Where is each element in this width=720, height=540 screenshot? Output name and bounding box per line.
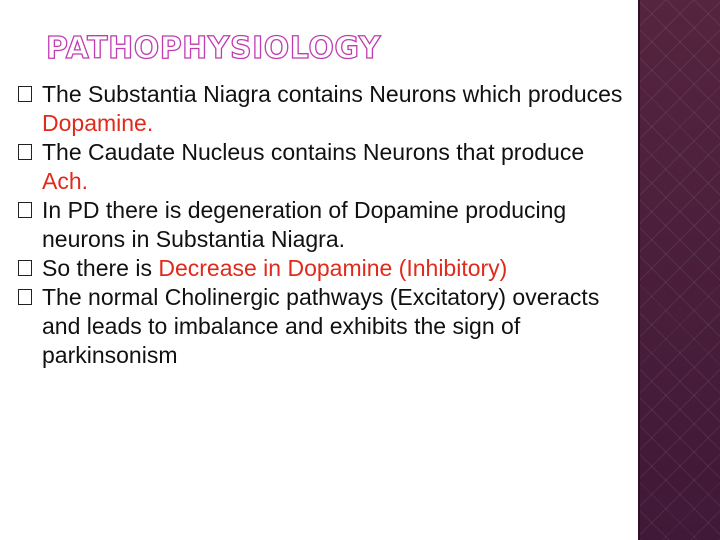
square-bullet-icon [18, 260, 32, 276]
slide-title: PATHOPHYSIOLOGY [46, 31, 382, 66]
bullet-item [18, 283, 633, 370]
bullet-text: The Caudate Nucleus contains Neurons that produce [42, 139, 585, 165]
bullet-item [18, 80, 633, 138]
bullet-list [18, 80, 633, 370]
square-bullet-icon [18, 86, 32, 102]
bullet-highlight: Ach. [42, 168, 89, 194]
square-bullet-icon [18, 289, 32, 305]
bullet-text: So there is [42, 255, 159, 281]
bullet-item [18, 196, 633, 254]
bullet-highlight: Decrease in Dopamine (Inhibitory) [158, 255, 508, 281]
decorative-side-panel [640, 0, 720, 540]
bullet-text: In PD there is degeneration of Dopamine producing neurons in Substantia Niagra. [42, 197, 567, 252]
bullet-highlight: Dopamine. [42, 110, 154, 136]
square-bullet-icon [18, 144, 32, 160]
square-bullet-icon [18, 202, 32, 218]
bullet-item [18, 138, 633, 196]
bullet-text: The Substantia Niagra contains Neurons which produces [42, 81, 623, 107]
bullet-item [18, 254, 633, 283]
bullet-text: The normal Cholinergic pathways (Excitatory) overacts and leads to imbalance and exhibits the sign of parkinsonism [42, 284, 600, 368]
